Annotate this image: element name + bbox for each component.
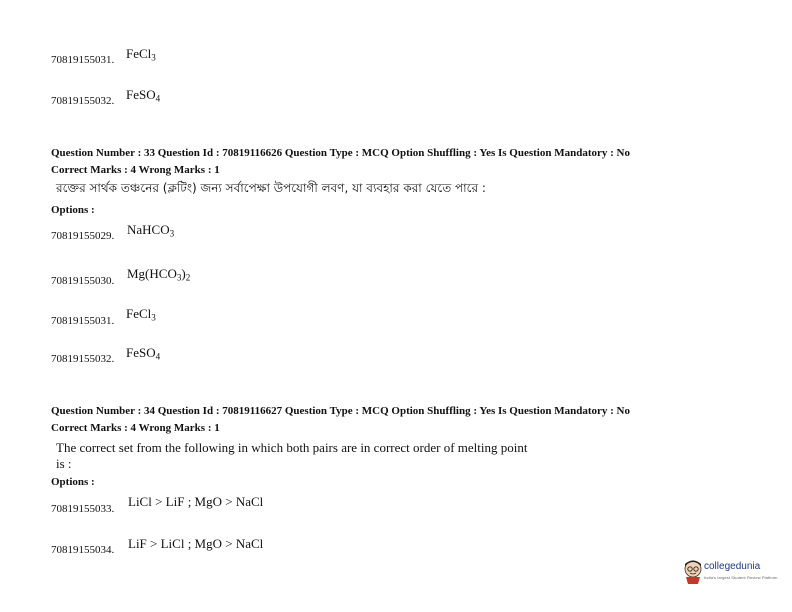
option-formula: FeCl$_3$ bbox=[126, 306, 156, 323]
option-id: 70819155034. bbox=[51, 544, 115, 556]
option-formula: FeSO$_4$ bbox=[126, 345, 161, 362]
option-id: 70819155031. bbox=[51, 54, 115, 66]
option-id: 70819155033. bbox=[51, 503, 115, 515]
question-34-marks: Correct Marks : 4 Wrong Marks : 1 bbox=[51, 422, 220, 434]
logo-tagline: India's largest Student Review Platform bbox=[704, 575, 778, 580]
option-id: 70819155032. bbox=[51, 95, 115, 107]
question-33-marks: Correct Marks : 4 Wrong Marks : 1 bbox=[51, 164, 220, 176]
option-formula: $Mg(HCO_3)_2$ bbox=[127, 266, 191, 283]
option-formula: FeSO$_4$ bbox=[126, 87, 161, 104]
question-34-text-line2: is : bbox=[56, 456, 72, 471]
option-formula: FeCl$_3$ bbox=[126, 46, 156, 63]
option-text: LiF > LiCl ; MgO > NaCl bbox=[128, 536, 264, 551]
question-34-options-label: Options : bbox=[51, 476, 95, 488]
option-id: 70819155031. bbox=[51, 315, 115, 327]
question-33-options-label: Options : bbox=[51, 204, 95, 216]
option-id: 70819155032. bbox=[51, 353, 115, 365]
option-id: 70819155029. bbox=[51, 230, 115, 242]
logo-name: collegedunia bbox=[704, 561, 761, 572]
collegedunia-logo bbox=[682, 558, 778, 590]
question-34-header: Question Number : 34 Question Id : 70819116627 Question Type : MCQ Option Shuffling : Yes Is Question Mandatory : No bbox=[51, 405, 630, 417]
option-text: LiCl > LiF ; MgO > NaCl bbox=[128, 494, 264, 509]
question-34-text-line1: The correct set from the following in which both pairs are in correct order of melting point bbox=[56, 440, 528, 455]
option-id: 70819155030. bbox=[51, 275, 115, 287]
question-33-header: Question Number : 33 Question Id : 70819116626 Question Type : MCQ Option Shuffling : Yes Is Question Mandatory : No bbox=[51, 147, 630, 159]
question-33-text: রক্তের সার্থক তঞ্চনের (ক্লটিং) জন্য সর্বাপেক্ষা উপযোগী লবণ, যা ব্যবহার করা যেতে পারে : bbox=[56, 181, 486, 195]
option-formula: NaHCO$_3$ bbox=[127, 222, 175, 239]
mascot-icon bbox=[682, 558, 704, 584]
